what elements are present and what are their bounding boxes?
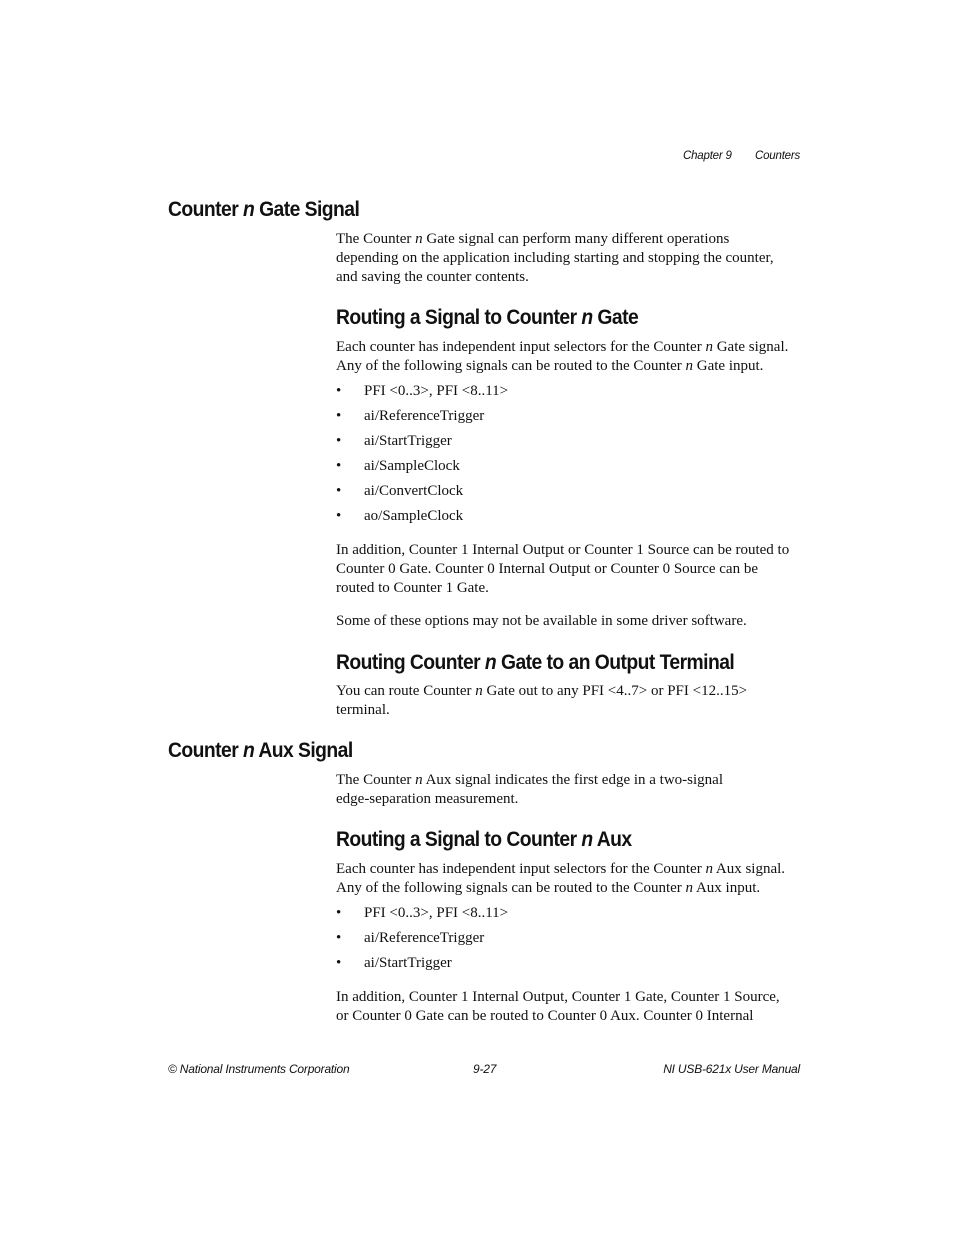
- text-line: In addition, Counter 1 Internal Output or Counter 1 Source can be routed to: [336, 542, 790, 558]
- heading-counter-gate-signal: Counter n Gate Signal: [168, 198, 360, 221]
- list-item: • PFI <0..3>, PFI <8..11>: [336, 383, 509, 399]
- driver-availability-note: Some of these options may not be available in some driver software.: [336, 613, 747, 629]
- bullet-icon: •: [336, 930, 342, 946]
- aux-routing-intro: [336, 860, 806, 898]
- gate-routing-additional: [336, 541, 806, 598]
- text-line: Each counter has independent input selectors for the Counter n Gate signal.: [336, 339, 789, 355]
- text-line: terminal.: [336, 702, 390, 718]
- list-item: • ai/ConvertClock: [336, 483, 464, 499]
- text-line: or Counter 0 Gate can be routed to Counter 0 Aux. Counter 0 Internal: [336, 1008, 754, 1024]
- text-line: You can route Counter n Gate out to any PFI <4..7> or PFI <12..15>: [336, 683, 748, 699]
- aux-signal-description: [336, 771, 806, 809]
- gate-output-description: [336, 682, 806, 720]
- footer-manual-title: NI USB-621x User Manual: [663, 1062, 800, 1076]
- gate-source-list: [336, 382, 508, 532]
- text-line: The Counter n Gate signal can perform many different operations: [336, 231, 730, 247]
- bullet-icon: •: [336, 383, 342, 399]
- running-header-chapter: Chapter 9: [683, 150, 732, 162]
- text-line: Counter 0 Gate. Counter 0 Internal Output or Counter 0 Source can be: [336, 561, 758, 577]
- aux-routing-additional: [336, 988, 806, 1026]
- text-line: Any of the following signals can be routed to the Counter n Aux input.: [336, 880, 761, 896]
- list-item: • ao/SampleClock: [336, 508, 464, 524]
- bullet-icon: •: [336, 433, 342, 449]
- text-line: and saving the counter contents.: [336, 269, 529, 285]
- list-item: • ai/StartTrigger: [336, 433, 452, 449]
- aux-source-list: [336, 904, 508, 979]
- gate-routing-intro: [336, 338, 806, 376]
- text-line: edge-separation measurement.: [336, 791, 519, 807]
- text-line: The Counter n Aux signal indicates the first edge in a two-signal: [336, 772, 724, 788]
- heading-counter-aux-signal: Counter n Aux Signal: [168, 739, 353, 762]
- footer-page-number: 9-27: [473, 1062, 497, 1076]
- list-item: • ai/SampleClock: [336, 458, 460, 474]
- bullet-icon: •: [336, 508, 342, 524]
- footer-copyright: © National Instruments Corporation: [168, 1062, 350, 1076]
- heading-routing-gate-to-output: Routing Counter n Gate to an Output Terminal: [336, 651, 735, 674]
- bullet-icon: •: [336, 905, 342, 921]
- list-item: • ai/StartTrigger: [336, 955, 452, 971]
- gate-signal-description: [336, 230, 806, 287]
- list-item: • PFI <0..3>, PFI <8..11>: [336, 905, 509, 921]
- bullet-icon: •: [336, 408, 342, 424]
- heading-routing-signal-to-gate: Routing a Signal to Counter n Gate: [336, 306, 639, 329]
- text-line: In addition, Counter 1 Internal Output, Counter 1 Gate, Counter 1 Source,: [336, 989, 780, 1005]
- text-line: routed to Counter 1 Gate.: [336, 580, 489, 596]
- running-header-section: Counters: [755, 150, 801, 162]
- bullet-icon: •: [336, 483, 342, 499]
- text-line: Any of the following signals can be routed to the Counter n Gate input.: [336, 358, 764, 374]
- bullet-icon: •: [336, 458, 342, 474]
- bullet-icon: •: [336, 955, 342, 971]
- list-item: • ai/ReferenceTrigger: [336, 930, 485, 946]
- text-line: depending on the application including starting and stopping the counter,: [336, 250, 774, 266]
- list-item: • ai/ReferenceTrigger: [336, 408, 485, 424]
- text-line: Each counter has independent input selectors for the Counter n Aux signal.: [336, 861, 786, 877]
- heading-routing-signal-to-aux: Routing a Signal to Counter n Aux: [336, 828, 632, 851]
